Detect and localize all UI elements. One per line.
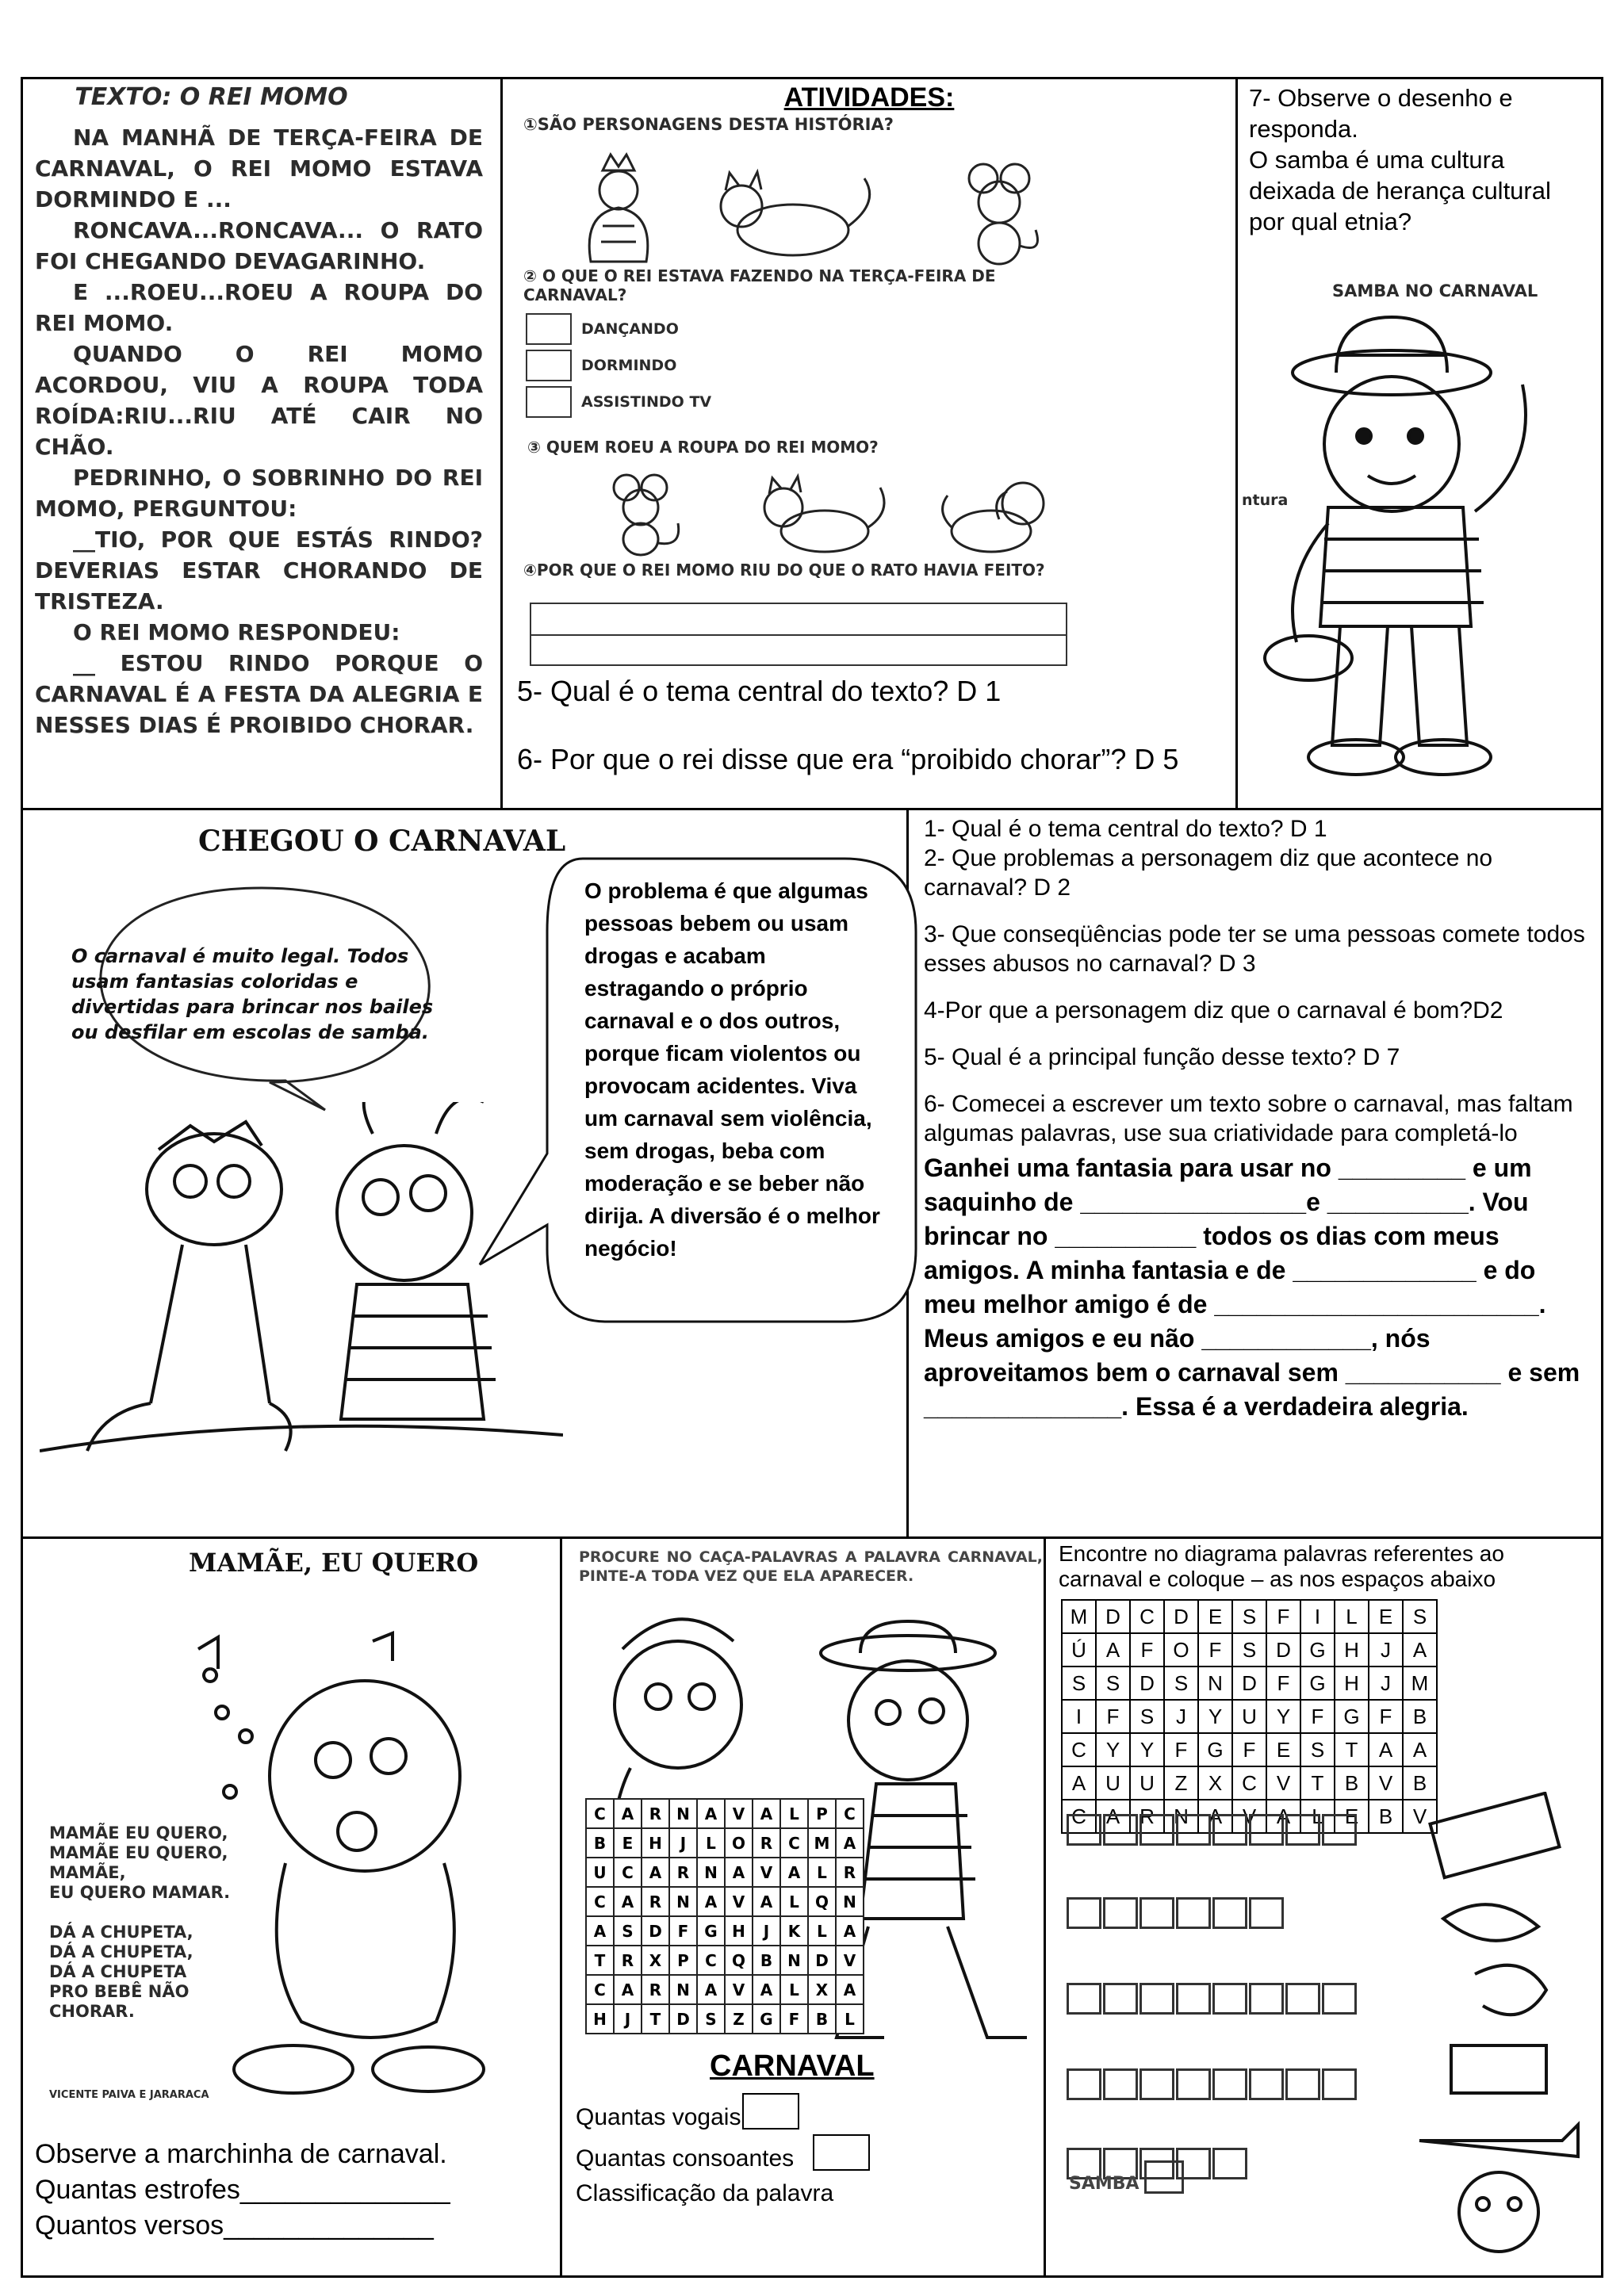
diagram-cell[interactable]: V: [1403, 1800, 1437, 1833]
diagram-cell[interactable]: F: [1164, 1733, 1198, 1766]
wordsearch-cell[interactable]: Z: [725, 2004, 753, 2034]
diagram-grid-wrapper: [1061, 1599, 1438, 1834]
diagram-cell[interactable]: N: [1198, 1667, 1232, 1700]
characters-row-1: [555, 147, 1078, 266]
activity-2: ② O QUE O REI ESTAVA FAZENDO NA TERÇA-FEIRA DE CARNAVAL?: [523, 266, 996, 304]
wordsearch-cell[interactable]: V: [753, 1858, 780, 1887]
diagram-cell[interactable]: F: [1130, 1633, 1164, 1667]
diagram-cell[interactable]: G: [1300, 1667, 1335, 1700]
observe-prompt: Observe a marchinha de carnaval.: [35, 2139, 447, 2169]
option-label: DANÇANDO: [581, 320, 679, 338]
wordsearch-row: [586, 1858, 864, 1887]
wordsearch-cell[interactable]: V: [836, 1946, 864, 1975]
wordsearch-cell[interactable]: B: [586, 1828, 614, 1858]
diagram-cell[interactable]: A: [1403, 1633, 1437, 1667]
wordsearch-cell[interactable]: A: [697, 1975, 725, 2004]
wordsearch-cell[interactable]: Q: [808, 1887, 836, 1916]
wordsearch-cell[interactable]: M: [808, 1828, 836, 1858]
atividades-title: ATIVIDADES:: [783, 82, 955, 113]
story-paragraph: NA MANHÃ DE TERÇA-FEIRA DE CARNAVAL, O REI MOMO ESTAVA DORMINDO E ...: [35, 124, 483, 212]
cat-drawing: [721, 172, 870, 255]
story-paragraph: PEDRINHO, O SOBRINHO DO REI MOMO, PERGUNTOU:: [35, 465, 483, 522]
col-divider-1a: [500, 77, 503, 808]
question-3: 3- Que conseqüências pode ter se uma pessoas comete todos esses abusos no carnaval? D 3: [924, 921, 1585, 977]
diagram-cell[interactable]: D: [1096, 1600, 1130, 1633]
story-paragraph: __TIO, POR QUE ESTÁS RINDO? DEVERIAS ESTAR CHORANDO DE TRISTEZA.: [35, 526, 483, 614]
wordsearch-cell[interactable]: P: [669, 1946, 697, 1975]
wordsearch-cell[interactable]: R: [669, 1858, 697, 1887]
diagram-cell[interactable]: V: [1232, 1800, 1266, 1833]
answer-row[interactable]: [1067, 1897, 1400, 1929]
diagram-cell[interactable]: U: [1232, 1700, 1266, 1733]
wordsearch-cell[interactable]: R: [614, 1946, 642, 1975]
answer-rows: [1067, 1808, 1400, 2179]
vogais-answer-box[interactable]: [742, 2093, 799, 2130]
wordsearch-cell[interactable]: H: [586, 2004, 614, 2034]
wordsearch-cell[interactable]: B: [753, 1946, 780, 1975]
diagram-cell[interactable]: Z: [1164, 1766, 1198, 1800]
consoantes-answer-box[interactable]: [813, 2134, 870, 2171]
activity-4-answer-lines[interactable]: [530, 603, 1067, 666]
diagram-cell[interactable]: G: [1198, 1733, 1232, 1766]
wordsearch-cell[interactable]: A: [586, 1916, 614, 1946]
baby-drawing: [174, 1594, 547, 2117]
wordsearch-cell[interactable]: N: [669, 1975, 697, 2004]
diagram-cell[interactable]: N: [1164, 1800, 1198, 1833]
wordsearch-cell[interactable]: A: [753, 1975, 780, 2004]
question-2: 2- Que problemas a personagem diz que acontece no carnaval? D 2: [924, 845, 1493, 901]
diagram-cell[interactable]: U: [1130, 1766, 1164, 1800]
wordsearch-cell[interactable]: R: [836, 1858, 864, 1887]
diagram-cell[interactable]: E: [1198, 1600, 1232, 1633]
col-divider-3a: [560, 1536, 562, 2278]
diagram-cell[interactable]: F: [1266, 1600, 1300, 1633]
characters-row-2: [579, 464, 1071, 559]
diagram-cell[interactable]: S: [1096, 1667, 1130, 1700]
wordsearch-row: [586, 1887, 864, 1916]
question-5-top: 5- Qual é o tema central do texto? D 1: [517, 675, 1002, 707]
diagram-cell[interactable]: S: [1300, 1733, 1335, 1766]
middle-questions: [924, 814, 1591, 1424]
wordsearch-row: [586, 2004, 864, 2034]
story-paragraph: RONCAVA...RONCAVA... O RATO FOI CHEGANDO DEVAGARINHO.: [35, 217, 483, 274]
diagram-cell[interactable]: D: [1232, 1667, 1266, 1700]
rat-drawing: [614, 475, 679, 555]
diagram-cell[interactable]: F: [1198, 1633, 1232, 1667]
left-speech-bubble-text: O carnaval é muito legal. Todos usam fantasias coloridas e divertidas para brincar nos bailes ou desfilar em escolas de samba.: [71, 945, 434, 1043]
diagram-cell[interactable]: A: [1198, 1800, 1232, 1833]
wordsearch-cell[interactable]: U: [586, 1858, 614, 1887]
diagram-cell[interactable]: F: [1266, 1667, 1300, 1700]
song-lyrics-stanza-1: MAMÃE EU QUERO, MAMÃE EU QUERO, MAMÃE, EU QUERO MAMAR.: [49, 1823, 231, 1902]
wordsearch-cell[interactable]: L: [808, 1916, 836, 1946]
diagram-cell[interactable]: V: [1369, 1766, 1403, 1800]
diagram-cell[interactable]: B: [1403, 1766, 1437, 1800]
wordsearch-cell[interactable]: A: [753, 1799, 780, 1828]
diagram-cell[interactable]: H: [1335, 1633, 1369, 1667]
diagram-cell[interactable]: Ú: [1062, 1633, 1096, 1667]
diagram-cell[interactable]: J: [1369, 1633, 1403, 1667]
diagram-cell[interactable]: V: [1266, 1766, 1300, 1800]
answer-row[interactable]: [1067, 1814, 1400, 1846]
wordsearch-cell[interactable]: A: [836, 1828, 864, 1858]
wordsearch-cell[interactable]: J: [753, 1916, 780, 1946]
diagram-row: [1062, 1633, 1437, 1667]
wordsearch-cell[interactable]: G: [697, 1916, 725, 1946]
diagram-cell[interactable]: F: [1369, 1700, 1403, 1733]
samba-answer: [1069, 2160, 1184, 2194]
wordsearch-cell[interactable]: N: [697, 1858, 725, 1887]
samba-side-label: ntura: [1242, 492, 1289, 509]
diagram-cell[interactable]: B: [1369, 1800, 1403, 1833]
wordsearch-row: [586, 1975, 864, 2004]
diagram-cell[interactable]: S: [1232, 1600, 1266, 1633]
wordsearch-cell[interactable]: A: [614, 1799, 642, 1828]
wordsearch-cell[interactable]: V: [725, 1975, 753, 2004]
diagram-cell[interactable]: D: [1164, 1600, 1198, 1633]
wordsearch-cell[interactable]: A: [614, 1975, 642, 2004]
diagram-cell[interactable]: H: [1335, 1667, 1369, 1700]
diagram-cell[interactable]: Y: [1198, 1700, 1232, 1733]
wordsearch-cell[interactable]: A: [614, 1887, 642, 1916]
option-label: ASSISTINDO TV: [581, 393, 712, 411]
wordsearch-cell[interactable]: R: [642, 1799, 669, 1828]
classificacao-question[interactable]: Classificação da palavra: [576, 2180, 834, 2206]
wordsearch-cell[interactable]: G: [753, 2004, 780, 2034]
fill-in-text[interactable]: Ganhei uma fantasia para usar no _________ e um saquinho de ________________e __________. Vou brincar no __________ todos os dias com meus amigos. A minha fantasia e de _____________ e do meu melhor amigo é de _______________________. Meus amigos e eu não ____________, nós aproveitamos bem o carnaval sem ___________ e sem ______________. Essa é a verdadeira alegria.: [924, 1154, 1580, 1421]
wordsearch-cell[interactable]: V: [725, 1887, 753, 1916]
diagram-cell[interactable]: C: [1130, 1600, 1164, 1633]
wordsearch-cell[interactable]: A: [642, 1858, 669, 1887]
diagram-cell[interactable]: O: [1164, 1633, 1198, 1667]
song-lyrics-stanza-2: DÁ A CHUPETA, DÁ A CHUPETA, DÁ A CHUPETA PRO BEBÊ NÃO CHORAR.: [49, 1923, 193, 2021]
option-checkbox[interactable]: [526, 386, 572, 418]
option-label: DORMINDO: [581, 357, 677, 374]
diagram-row: [1062, 1667, 1437, 1700]
wordsearch-cell[interactable]: F: [780, 2004, 808, 2034]
answer-row[interactable]: [1067, 1983, 1400, 2015]
wordsearch-row: [586, 1828, 864, 1858]
wordsearch-cell[interactable]: N: [780, 1946, 808, 1975]
diagram-cell[interactable]: I: [1062, 1700, 1096, 1733]
diagram-cell[interactable]: A: [1096, 1633, 1130, 1667]
rat-drawing: [969, 164, 1038, 264]
diagram-row: [1062, 1700, 1437, 1733]
diagram-cell[interactable]: R: [1130, 1800, 1164, 1833]
wordsearch-cell[interactable]: A: [697, 1887, 725, 1916]
wordsearch-cell[interactable]: F: [669, 1916, 697, 1946]
wordsearch-cell[interactable]: S: [697, 2004, 725, 2034]
wordsearch-cell[interactable]: T: [642, 2004, 669, 2034]
diagram-cell[interactable]: C: [1062, 1800, 1096, 1833]
wordsearch-cell[interactable]: N: [836, 1887, 864, 1916]
diagram-cell[interactable]: A: [1369, 1733, 1403, 1766]
diagram-cell[interactable]: Y: [1096, 1733, 1130, 1766]
diagram-cell[interactable]: J: [1369, 1667, 1403, 1700]
wordsearch-cell[interactable]: C: [586, 1887, 614, 1916]
wordsearch-cell[interactable]: T: [586, 1946, 614, 1975]
diagram-cell[interactable]: T: [1335, 1733, 1369, 1766]
activity-2-options: [526, 313, 711, 418]
consoantes-question: [576, 2134, 870, 2172]
wordsearch-cell[interactable]: C: [614, 1858, 642, 1887]
wordsearch-cell[interactable]: L: [780, 1887, 808, 1916]
diagram-cell[interactable]: L: [1335, 1600, 1369, 1633]
diagram-cell[interactable]: S: [1403, 1600, 1437, 1633]
diagram-cell[interactable]: T: [1300, 1766, 1335, 1800]
diagram-cell[interactable]: G: [1300, 1633, 1335, 1667]
wordsearch-cell[interactable]: C: [586, 1799, 614, 1828]
diagram-cell[interactable]: F: [1300, 1700, 1335, 1733]
diagram-cell[interactable]: M: [1062, 1600, 1096, 1633]
question-1: 1- Qual é o tema central do texto? D 1: [924, 816, 1327, 842]
diagram-cell[interactable]: A: [1096, 1800, 1130, 1833]
diagram-cell[interactable]: D: [1130, 1667, 1164, 1700]
diagram-cell[interactable]: E: [1369, 1600, 1403, 1633]
vogais-question: [576, 2093, 799, 2131]
wordsearch-cell[interactable]: D: [642, 1916, 669, 1946]
wordsearch-cell[interactable]: Q: [725, 1946, 753, 1975]
diagram-cell[interactable]: A: [1062, 1766, 1096, 1800]
diagram-cell[interactable]: B: [1403, 1700, 1437, 1733]
diagram-cell[interactable]: Y: [1266, 1700, 1300, 1733]
wordsearch-cell[interactable]: X: [642, 1946, 669, 1975]
diagram-cell[interactable]: E: [1335, 1800, 1369, 1833]
wordsearch-cell[interactable]: H: [642, 1828, 669, 1858]
diagram-grid: [1061, 1599, 1438, 1834]
wordsearch-row: [586, 1916, 864, 1946]
diagram-cell[interactable]: I: [1300, 1600, 1335, 1633]
wordsearch-cell[interactable]: C: [780, 1828, 808, 1858]
wordsearch-cell[interactable]: X: [808, 1975, 836, 2004]
diagram-cell[interactable]: C: [1062, 1733, 1096, 1766]
consoantes-label: Quantas consoantes: [576, 2145, 795, 2172]
story-paragraph: O REI MOMO RESPONDEU:: [73, 619, 400, 645]
diagram-cell[interactable]: E: [1266, 1733, 1300, 1766]
story-paragraph: __ ESTOU RINDO PORQUE O CARNAVAL É A FESTA DA ALEGRIA E NESSES DIAS É PROIBIDO CHORAR.: [35, 650, 483, 738]
wordsearch-cell[interactable]: N: [669, 1887, 697, 1916]
wordsearch-row: [586, 1946, 864, 1975]
diagram-cell[interactable]: C: [1232, 1766, 1266, 1800]
wordsearch-cell[interactable]: E: [614, 1828, 642, 1858]
diagram-cell[interactable]: D: [1266, 1633, 1300, 1667]
wordsearch-cell[interactable]: N: [669, 1799, 697, 1828]
versos-question[interactable]: Quantos versos______________: [35, 2210, 434, 2241]
question-6: 6- Comecei a escrever um texto sobre o carnaval, mas faltam algumas palavras, use sua criatividade para completá-lo: [924, 1091, 1573, 1146]
diagram-row: [1062, 1766, 1437, 1800]
diagram-cell[interactable]: S: [1164, 1667, 1198, 1700]
diagram-cell[interactable]: F: [1232, 1733, 1266, 1766]
wordsearch-cell[interactable]: P: [808, 1799, 836, 1828]
wordsearch-cell[interactable]: L: [808, 1858, 836, 1887]
wordsearch-cell[interactable]: L: [697, 1828, 725, 1858]
activity-3: ③ QUEM ROEU A ROUPA DO REI MOMO?: [527, 438, 879, 457]
samba-answer-box[interactable]: [1144, 2160, 1184, 2194]
wordsearch-grid-wrapper: [585, 1798, 864, 2034]
wordsearch-grid: [585, 1798, 864, 2034]
wordsearch-cell[interactable]: J: [614, 2004, 642, 2034]
row-divider-1: [21, 808, 1603, 810]
cat-drawing: [764, 476, 884, 552]
wordsearch-cell[interactable]: V: [725, 1799, 753, 1828]
diagram-cell[interactable]: X: [1198, 1766, 1232, 1800]
wordsearch-row: [586, 1799, 864, 1828]
wordsearch-cell[interactable]: S: [614, 1916, 642, 1946]
wordsearch-cell[interactable]: A: [836, 1916, 864, 1946]
dog-drawing: [943, 483, 1044, 552]
wordsearch-cell[interactable]: A: [725, 1858, 753, 1887]
col-divider-1b: [1235, 77, 1238, 808]
diagram-cell[interactable]: U: [1096, 1766, 1130, 1800]
activity-4: ④POR QUE O REI MOMO RIU DO QUE O RATO HAVIA FEITO?: [523, 561, 1045, 580]
question-5: 5- Qual é a principal função desse texto? D 7: [924, 1044, 1400, 1070]
wordsearch-cell[interactable]: R: [642, 1975, 669, 2004]
wordsearch-cell[interactable]: L: [780, 1975, 808, 2004]
diagram-cell[interactable]: G: [1335, 1700, 1369, 1733]
wordsearch-cell[interactable]: A: [753, 1887, 780, 1916]
question-7: 7- Observe o desenho e responda. O samba é uma cultura deixada de herança cultural por qual etnia?: [1249, 84, 1551, 235]
diagram-cell[interactable]: A: [1403, 1733, 1437, 1766]
diagram-cell[interactable]: F: [1096, 1700, 1130, 1733]
wordsearch-cell[interactable]: K: [780, 1916, 808, 1946]
answer-row[interactable]: [1067, 2068, 1400, 2100]
wordsearch-cell[interactable]: L: [780, 1799, 808, 1828]
comic-title: CHEGOU O CARNAVAL: [198, 825, 566, 858]
wordsearch-cell[interactable]: H: [725, 1916, 753, 1946]
story-paragraph: E ...ROEU...ROEU A ROUPA DO REI MOMO.: [35, 279, 483, 336]
option-checkbox[interactable]: [526, 313, 572, 345]
wordsearch-cell[interactable]: A: [780, 1858, 808, 1887]
wordsearch-cell[interactable]: D: [669, 2004, 697, 2034]
wordsearch-instruction: PROCURE NO CAÇA-PALAVRAS A PALAVRA CARNAVAL, PINTE-A TODA VEZ QUE ELA APARECER.: [579, 1548, 1043, 1585]
wordsearch-cell[interactable]: R: [642, 1887, 669, 1916]
row-divider-2: [21, 1536, 1603, 1539]
song-title: MAMÃE, EU QUERO: [189, 1548, 479, 1578]
wordsearch-cell[interactable]: L: [836, 2004, 864, 2034]
song-authors: VICENTE PAIVA E JARARACA: [49, 2089, 209, 2101]
right-speech-bubble-text: O problema é que algumas pessoas bebem ou usam drogas e acabam estragando o próprio carnaval e o dos outros, porque ficam violentos ou provocam acidentes. Viva um carnaval sem violência, sem drogas, beba com moderação e se beber não dirija. A diversão é o melhor negócio!: [584, 878, 880, 1261]
wordsearch-cell[interactable]: D: [808, 1946, 836, 1975]
wordsearch-cell[interactable]: A: [697, 1799, 725, 1828]
wordsearch-cell[interactable]: J: [669, 1828, 697, 1858]
samba-caption: SAMBA NO CARNAVAL: [1332, 281, 1538, 300]
wordsearch-cell[interactable]: B: [808, 2004, 836, 2034]
option-checkbox[interactable]: [526, 350, 572, 381]
wordsearch-cell[interactable]: R: [753, 1828, 780, 1858]
diagram-cell[interactable]: S: [1232, 1633, 1266, 1667]
story-paragraph: QUANDO O REI MOMO ACORDOU, VIU A ROUPA TODA ROÍDA:RIU...RIU ATÉ CAIR NO CHÃO.: [35, 341, 483, 460]
king-drawing: [589, 155, 648, 262]
text-panel: [35, 83, 483, 740]
carnival-items-drawing: [1388, 1792, 1602, 2260]
wordsearch-cell[interactable]: C: [586, 1975, 614, 2004]
diagram-cell[interactable]: Y: [1130, 1733, 1164, 1766]
wordsearch-cell[interactable]: A: [836, 1975, 864, 2004]
wordsearch-cell[interactable]: C: [836, 1799, 864, 1828]
diagram-cell[interactable]: J: [1164, 1700, 1198, 1733]
diagram-cell[interactable]: S: [1130, 1700, 1164, 1733]
samba-boy-drawing: [1261, 309, 1578, 793]
diagram-cell[interactable]: M: [1403, 1667, 1437, 1700]
diagram-cell[interactable]: A: [1266, 1800, 1300, 1833]
vogais-label: Quantas vogais: [576, 2104, 741, 2130]
text-title: TEXTO: O REI MOMO: [75, 83, 348, 111]
wordsearch-cell[interactable]: C: [697, 1946, 725, 1975]
col-divider-3b: [1044, 1536, 1046, 2278]
question-4: 4-Por que a personagem diz que o carnaval é bom?D2: [924, 997, 1503, 1024]
diagram-cell[interactable]: B: [1335, 1766, 1369, 1800]
question-6-top: 6- Por que o rei disse que era “proibido chorar”? D 5: [517, 743, 1179, 775]
diagram-cell[interactable]: L: [1300, 1800, 1335, 1833]
diagram-cell[interactable]: S: [1062, 1667, 1096, 1700]
word-carnaval: CARNAVAL: [710, 2049, 875, 2083]
activity-1: ①SÃO PERSONAGENS DESTA HISTÓRIA?: [523, 115, 894, 134]
estrofes-question[interactable]: Quantas estrofes______________: [35, 2175, 450, 2205]
diagram-row: [1062, 1733, 1437, 1766]
samba-label: SAMBA: [1069, 2174, 1139, 2194]
diagram-row: [1062, 1600, 1437, 1633]
diagram-instruction: Encontre no diagrama palavras referentes ao carnaval e coloque – as nos espaços abaixo: [1059, 1541, 1504, 1591]
wordsearch-cell[interactable]: O: [725, 1828, 753, 1858]
